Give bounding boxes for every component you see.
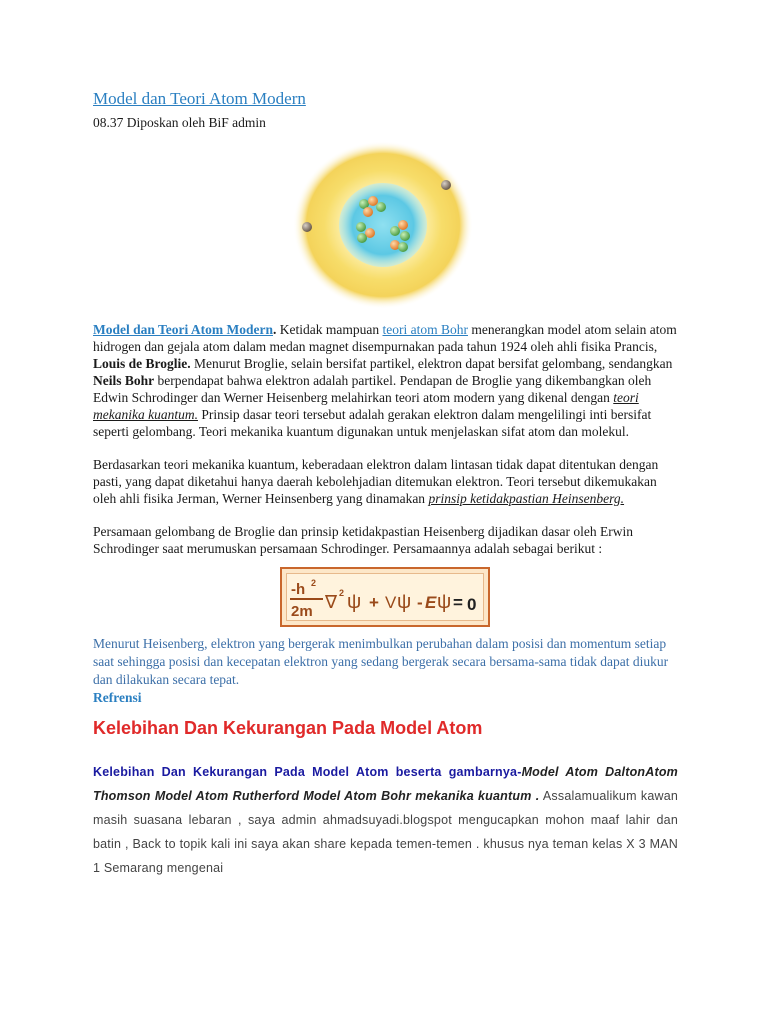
eq-equals: = <box>453 593 463 612</box>
eq-sup2: 2 <box>339 588 345 598</box>
paragraph-1 <box>93 321 678 440</box>
paragraph-4: Menurut Heisenberg, elektron yang bergerak menimbulkan perubahan dalam posisi dan momentum setiap saat sehingga posisi dan kecepatan elektron yang sedang bergerak secara bersama-sama tidak dapat diukur dan dilakukan secara tepat. <box>93 636 669 687</box>
eq-psi3: ψ <box>437 591 452 613</box>
eq-nabla: ∇ <box>325 592 338 612</box>
section-italbold: Model Atom DaltonAtom Thomson Model Atom Rutherford Model Atom Bohr mekanika kuantum . <box>93 765 678 803</box>
section-bluebold: Kelebihan Dan Kekurangan Pada Model Atom beserta gambarnya- <box>93 765 522 779</box>
p1-text-2: menerangkan model atom selain atom hidrogen dan gejala atom dalam medan magnet disempurnakan pada tahun 1924 oleh ahli fisika Prancis, <box>93 322 677 354</box>
atom-illustration <box>291 141 491 311</box>
link-model-atom-modern[interactable]: Model dan Teori Atom Modern <box>93 322 274 337</box>
article <box>93 88 678 880</box>
schrodinger-equation <box>280 567 490 627</box>
p1-text-1: Ketidak mampuan <box>276 322 383 337</box>
section-heading: Kelebihan Dan Kekurangan Pada Model Atom <box>93 718 483 738</box>
link-prinsip-ketidakpastian[interactable]: prinsip ketidakpastian Heinsenberg. <box>428 491 625 506</box>
eq-e: E <box>425 593 437 612</box>
equation-graphic <box>287 574 487 624</box>
paragraph-2 <box>93 456 678 507</box>
atom-icon <box>291 141 491 311</box>
p1-text-3: Menurut Broglie, selain bersifat partikel, elektron dapat bersifat gelombang, sendangkan <box>190 356 673 371</box>
eq-minus: - <box>417 593 423 612</box>
eq-psi2: ψ <box>397 591 412 613</box>
link-teori-atom-bohr[interactable]: teori atom Bohr <box>382 322 468 337</box>
eq-denominator: 2m <box>291 603 313 620</box>
p1-bold-2: Neils Bohr <box>93 373 155 388</box>
eq-zero: 0 <box>467 595 477 614</box>
p1-bold-1: Louis de Broglie. <box>93 356 191 371</box>
eq-numerator: -h <box>291 581 306 598</box>
eq-plus: + <box>369 593 379 612</box>
post-title-link[interactable]: Model dan Teori Atom Modern <box>93 89 306 108</box>
paragraph-3: Persamaan gelombang de Broglie dan prinsip ketidakpastian Heisenberg dijadikan dasar oleh Erwin Schrodinger saat merumuskan persamaan Schrodinger. Persamaannya adalah sebagai berikut : <box>93 524 633 556</box>
p1-text-5: Prinsip dasar teori tersebut adalah gerakan elektron dalam mengelilingi inti bersifat seperti gelombang. Teori mekanika kuantum digunakan untuk menjelaskan sifat atom dan molekul. <box>93 407 652 439</box>
eq-v: V <box>385 593 397 612</box>
p1-text-4: berpendapat bahwa elektron adalah partikel. Pendapan de Broglie yang dikembangkan oleh Edwin Schrodinger dan Werner Heisenberg melahirkan teori atom modern yang dikenal dengan <box>93 373 652 405</box>
p2-text-1: Berdasarkan teori mekanika kuantum, keberadaan elektron dalam lintasan tidak dapat ditentukan dengan pasti, yang dapat diketahui hanya daerah kebolehjadian ditemukan elektron. Teori tersebut dikemukakan oleh ahli fisika Jerman, Werner Heinsenberg yang dinamakan <box>93 457 659 506</box>
section-plain: Assalamualikum kawan masih suasana lebaran , saya admin ahmadsuyadi.blogspot mengucapkan mohon maaf lahir dan batin , Back to topik kali ini saya akan share kepada temen-temen . khusus nya teman kelas X 3 MAN 1 Semarang mengenai <box>93 789 679 875</box>
refrensi-label: Refrensi <box>93 690 142 705</box>
link-teori-mekanika-kuantum[interactable]: teori mekanika kuantum. <box>93 390 639 422</box>
eq-sup1: 2 <box>311 578 317 588</box>
section-paragraph <box>93 760 678 880</box>
dot: . <box>273 322 277 337</box>
post-meta: 08.37 Diposkan oleh BiF admin <box>93 115 266 130</box>
eq-psi1: ψ <box>347 591 362 613</box>
